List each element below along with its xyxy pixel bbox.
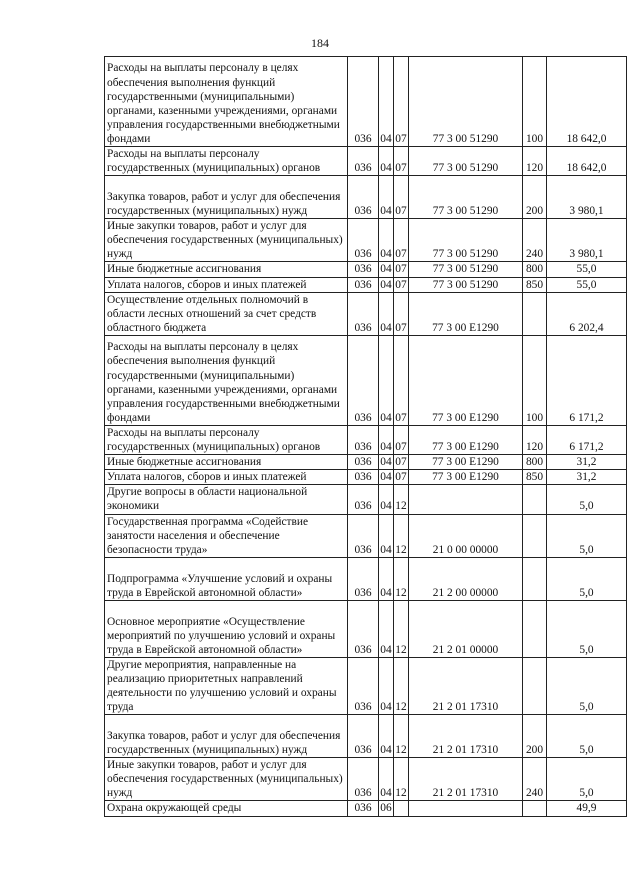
row-expense-type-code: 120: [523, 425, 547, 454]
row-name: Государственная программа «Содействие занятости населения и обеспечение безопасности труда»: [105, 514, 348, 557]
row-name: Расходы на выплаты персоналу государственных (муниципальных) органов: [105, 425, 348, 454]
row-section-code: 04: [380, 471, 392, 484]
row-expense-type-code: 240: [523, 219, 547, 262]
table-row: [105, 657, 627, 714]
row-section-code: 04: [379, 514, 394, 557]
row-amount: 6 171,2: [547, 425, 627, 454]
row-subsection-code: 12: [394, 715, 409, 758]
row-ved-code: 036: [348, 600, 379, 657]
row-section-code: 04: [379, 335, 394, 425]
row-name: Уплата налогов, сборов и иных платежей: [105, 277, 348, 292]
row-expense-type-code: 850: [523, 277, 547, 292]
row-amount: 5,0: [547, 758, 627, 801]
table-row: [105, 425, 627, 454]
row-target-code: 77 3 00 E1290: [409, 335, 523, 425]
row-target-code: 77 3 00 51290: [409, 147, 523, 176]
row-ved-code: 036: [348, 470, 379, 485]
row-ved-code: 036: [348, 657, 379, 714]
row-name: Иные закупки товаров, работ и услуг для обеспечения государственных (муниципальных) нужд: [105, 758, 348, 801]
row-subsection-code: 07: [394, 425, 409, 454]
row-subsection-code: 07: [395, 278, 407, 291]
row-subsection-code: 07: [394, 147, 409, 176]
row-section-code: 04: [379, 557, 394, 600]
row-amount: 3 980,1: [547, 176, 627, 219]
row-ved-code: 036: [348, 335, 379, 425]
row-subsection-code: 07: [394, 57, 409, 147]
row-subsection-code: 12: [394, 557, 409, 600]
row-target-code: 21 2 01 17310: [409, 657, 523, 714]
row-subsection-code: 07: [395, 456, 407, 469]
row-expense-type-code: [523, 600, 547, 657]
row-name: Осуществление отдельных полномочий в области лесных отношений за счет средств областного бюджета: [105, 292, 348, 335]
row-expense-type-code: [523, 801, 547, 816]
row-amount: 6 202,4: [547, 292, 627, 335]
row-ved-code: 036: [348, 758, 379, 801]
row-ved-code: 036: [348, 485, 379, 514]
row-subsection-code: 07: [394, 219, 409, 262]
row-expense-type-code: 100: [523, 57, 547, 147]
row-expense-type-code: [523, 514, 547, 557]
row-section-code: 04: [379, 57, 394, 147]
table-row: [105, 57, 627, 147]
row-name: Основное мероприятие «Осуществление мероприятий по улучшению условий и охраны труда в Еврейской автономной области»: [105, 600, 348, 657]
row-subsection-code: 07: [395, 471, 407, 484]
table-row: [105, 455, 627, 470]
row-expense-type-code: 850: [523, 470, 547, 485]
row-amount: 18 642,0: [547, 57, 627, 147]
row-amount: 5,0: [547, 485, 627, 514]
row-name: Закупка товаров, работ и услуг для обеспечения государственных (муниципальных) нужд: [105, 176, 348, 219]
row-target-code: 77 3 00 E1290: [409, 455, 523, 470]
row-amount: 5,0: [547, 514, 627, 557]
table-row: [105, 470, 627, 485]
row-ved-code: 036: [348, 455, 379, 470]
row-subsection-code: 07: [395, 263, 407, 276]
row-section-code: 04: [379, 485, 394, 514]
row-name: Другие мероприятия, направленные на реализацию приоритетных направлений деятельности по улучшению условий и охраны труда: [105, 657, 348, 714]
row-section-code: 04: [379, 715, 394, 758]
table-row: [105, 715, 627, 758]
row-section-code: 04: [380, 456, 392, 469]
table-row: [105, 277, 627, 292]
table-row: [105, 485, 627, 514]
row-expense-type-code: [523, 292, 547, 335]
table-row: [105, 557, 627, 600]
row-section-code: 04: [380, 263, 392, 276]
row-target-code: 21 2 00 00000: [409, 557, 523, 600]
row-expense-type-code: [523, 657, 547, 714]
row-expense-type-code: [523, 557, 547, 600]
row-amount: 5,0: [547, 657, 627, 714]
row-amount: 55,0: [547, 277, 627, 292]
row-subsection-code: 12: [394, 485, 409, 514]
row-name: Подпрограмма «Улучшение условий и охраны труда в Еврейской автономной области»: [105, 557, 348, 600]
row-amount: 5,0: [547, 600, 627, 657]
table-row: [105, 292, 627, 335]
row-target-code: 77 3 00 51290: [409, 219, 523, 262]
row-amount: 3 980,1: [547, 219, 627, 262]
row-amount: 31,2: [547, 455, 627, 470]
row-name: Закупка товаров, работ и услуг для обеспечения государственных (муниципальных) нужд: [105, 715, 348, 758]
row-subsection-code: 12: [394, 600, 409, 657]
row-name: Иные бюджетные ассигнования: [105, 455, 348, 470]
row-expense-type-code: [523, 485, 547, 514]
row-ved-code: 036: [348, 715, 379, 758]
row-name: Расходы на выплаты персоналу в целях обеспечения выполнения функций государственными (муниципальными) органами, казенными учреждениями, органами управления государственными внебюджетными фондами: [105, 57, 348, 147]
row-expense-type-code: 800: [523, 455, 547, 470]
row-target-code: [409, 801, 523, 816]
row-name: Расходы на выплаты персоналу в целях обеспечения выполнения функций государственными (муниципальными) органами, казенными учреждениями, органами управления государственными внебюджетными фондами: [105, 335, 348, 425]
row-name: Охрана окружающей среды: [105, 801, 348, 816]
table-row: [105, 514, 627, 557]
row-amount: 49,9: [547, 801, 627, 816]
budget-table: [104, 56, 627, 817]
row-section-code: 04: [379, 292, 394, 335]
row-target-code: 21 2 01 17310: [409, 758, 523, 801]
row-amount: 18 642,0: [547, 147, 627, 176]
table-row: [105, 801, 627, 816]
table-row: [105, 176, 627, 219]
row-amount: 5,0: [547, 715, 627, 758]
row-ved-code: 036: [348, 277, 379, 292]
table-row: [105, 758, 627, 801]
row-subsection-code: 12: [394, 514, 409, 557]
row-ved-code: 036: [348, 801, 379, 816]
row-target-code: 77 3 00 51290: [409, 57, 523, 147]
row-section-code: 04: [379, 147, 394, 176]
row-expense-type-code: 200: [523, 176, 547, 219]
row-expense-type-code: 100: [523, 335, 547, 425]
table-row: [105, 262, 627, 277]
row-name: Иные закупки товаров, работ и услуг для обеспечения государственных (муниципальных) нужд: [105, 219, 348, 262]
table-row: [105, 600, 627, 657]
page-number: 184: [311, 36, 329, 50]
row-name: Расходы на выплаты персоналу государственных (муниципальных) органов: [105, 147, 348, 176]
row-amount: 55,0: [547, 262, 627, 277]
row-expense-type-code: 120: [523, 147, 547, 176]
row-target-code: 77 3 00 51290: [409, 262, 523, 277]
table-row: [105, 219, 627, 262]
row-section-code: 04: [379, 657, 394, 714]
row-ved-code: 036: [348, 219, 379, 262]
row-subsection-code: [394, 801, 409, 816]
row-section-code: 04: [379, 219, 394, 262]
row-amount: 5,0: [547, 557, 627, 600]
row-subsection-code: 07: [394, 335, 409, 425]
row-name: Иные бюджетные ассигнования: [105, 262, 348, 277]
row-amount: 6 171,2: [547, 335, 627, 425]
row-target-code: 21 0 00 00000: [409, 514, 523, 557]
row-target-code: 21 2 01 17310: [409, 715, 523, 758]
row-ved-code: 036: [348, 147, 379, 176]
row-section-code: 04: [379, 600, 394, 657]
row-target-code: 77 3 00 E1290: [409, 292, 523, 335]
row-section-code: 06: [380, 802, 392, 815]
row-section-code: 04: [380, 278, 392, 291]
row-ved-code: 036: [348, 57, 379, 147]
row-target-code: 77 3 00 E1290: [409, 470, 523, 485]
row-ved-code: 036: [348, 262, 379, 277]
row-subsection-code: 12: [394, 758, 409, 801]
row-target-code: 77 3 00 51290: [409, 176, 523, 219]
row-ved-code: 036: [348, 425, 379, 454]
row-section-code: 04: [379, 176, 394, 219]
row-target-code: 21 2 01 00000: [409, 600, 523, 657]
row-expense-type-code: 240: [523, 758, 547, 801]
row-subsection-code: 07: [394, 292, 409, 335]
row-expense-type-code: 800: [523, 262, 547, 277]
row-section-code: 04: [379, 425, 394, 454]
row-section-code: 04: [379, 758, 394, 801]
row-target-code: 77 3 00 51290: [409, 277, 523, 292]
row-target-code: 77 3 00 E1290: [409, 425, 523, 454]
row-amount: 31,2: [547, 470, 627, 485]
row-subsection-code: 12: [394, 657, 409, 714]
row-ved-code: 036: [348, 292, 379, 335]
table-row: [105, 335, 627, 425]
row-target-code: [409, 485, 523, 514]
row-ved-code: 036: [348, 557, 379, 600]
table-row: [105, 147, 627, 176]
row-ved-code: 036: [348, 176, 379, 219]
row-name: Уплата налогов, сборов и иных платежей: [105, 470, 348, 485]
row-expense-type-code: 200: [523, 715, 547, 758]
row-name: Другие вопросы в области национальной экономики: [105, 485, 348, 514]
row-ved-code: 036: [348, 514, 379, 557]
row-subsection-code: 07: [394, 176, 409, 219]
